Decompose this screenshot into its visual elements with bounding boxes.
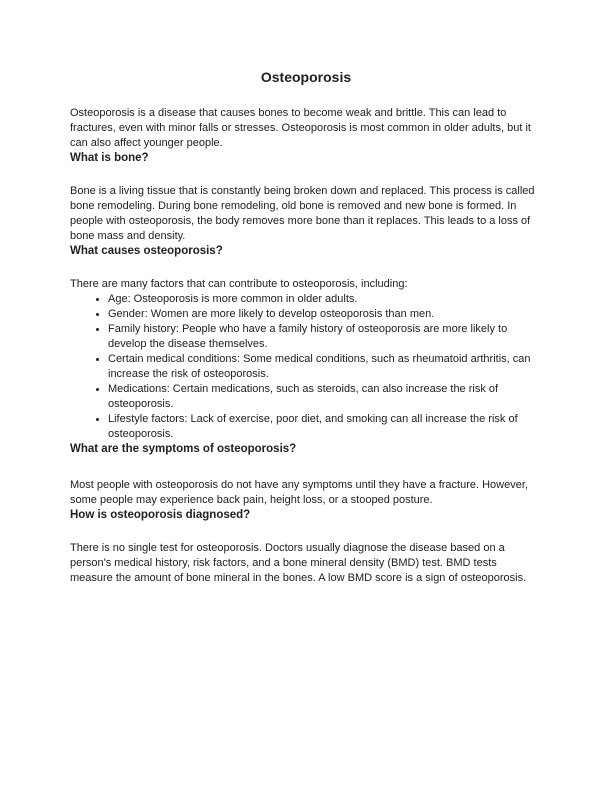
section-heading-causes: What causes osteoporosis? xyxy=(70,245,223,257)
bullet-item-medical-conditions: • Certain medical conditions: Some medical conditions, such as rheumatoid arthritis, can increase the risk of osteoporosis. xyxy=(108,352,542,382)
paragraph-symptoms: Most people with osteoporosis do not have any symptoms until they have a fracture. However, some people may experience back pain, height loss, or a stooped posture. xyxy=(70,479,528,506)
bullet-item-medications: • Medications: Certain medications, such as steroids, can also increase the risk of osteoporosis. xyxy=(108,382,542,412)
paragraph-what-is-bone: Bone is a living tissue that is constantly being broken down and replaced. This process is called bone remodeling. During bone remodeling, old bone is removed and new bone is formed. In people with osteoporosis, the body removes more bone than it replaces. This leads to a loss of bone mass and density. xyxy=(70,185,535,242)
bullet-item-lifestyle: • Lifestyle factors: Lack of exercise, poor diet, and smoking can all increase the risk of osteoporosis. xyxy=(108,412,542,442)
bullet-item-family-history: • Family history: People who have a family history of osteoporosis are more likely to develop the disease themselves. xyxy=(108,322,542,352)
section-heading-what-is-bone: What is bone? xyxy=(70,152,149,164)
intro-paragraph: Osteoporosis is a disease that causes bones to become weak and brittle. This can lead to fractures, even with minor falls or stresses. Osteoporosis is most common in older adults, but it can also affect younger people. xyxy=(70,107,531,149)
section-heading-symptoms: What are the symptoms of osteoporosis? xyxy=(70,443,297,455)
doc-title: Osteoporosis xyxy=(260,69,352,85)
bullet-item-gender: • Gender: Women are more likely to develop osteoporosis than men. xyxy=(108,307,542,322)
bullet-item-age: • Age: Osteoporosis is more common in older adults. xyxy=(108,292,542,307)
paragraph-causes-lead: There are many factors that can contribute to osteoporosis, including: xyxy=(70,278,408,290)
paragraph-diagnosis: There is no single test for osteoporosis. Doctors usually diagnose the disease based on a person's medical history, risk factors, and a bone mineral density (BMD) test. BMD tests measure the amount of bone mineral in the bones. A low BMD score is a sign of osteoporosis. xyxy=(70,542,527,584)
causes-bullet-list xyxy=(70,292,542,442)
section-heading-diagnosis: How is osteoporosis diagnosed? xyxy=(70,509,251,521)
